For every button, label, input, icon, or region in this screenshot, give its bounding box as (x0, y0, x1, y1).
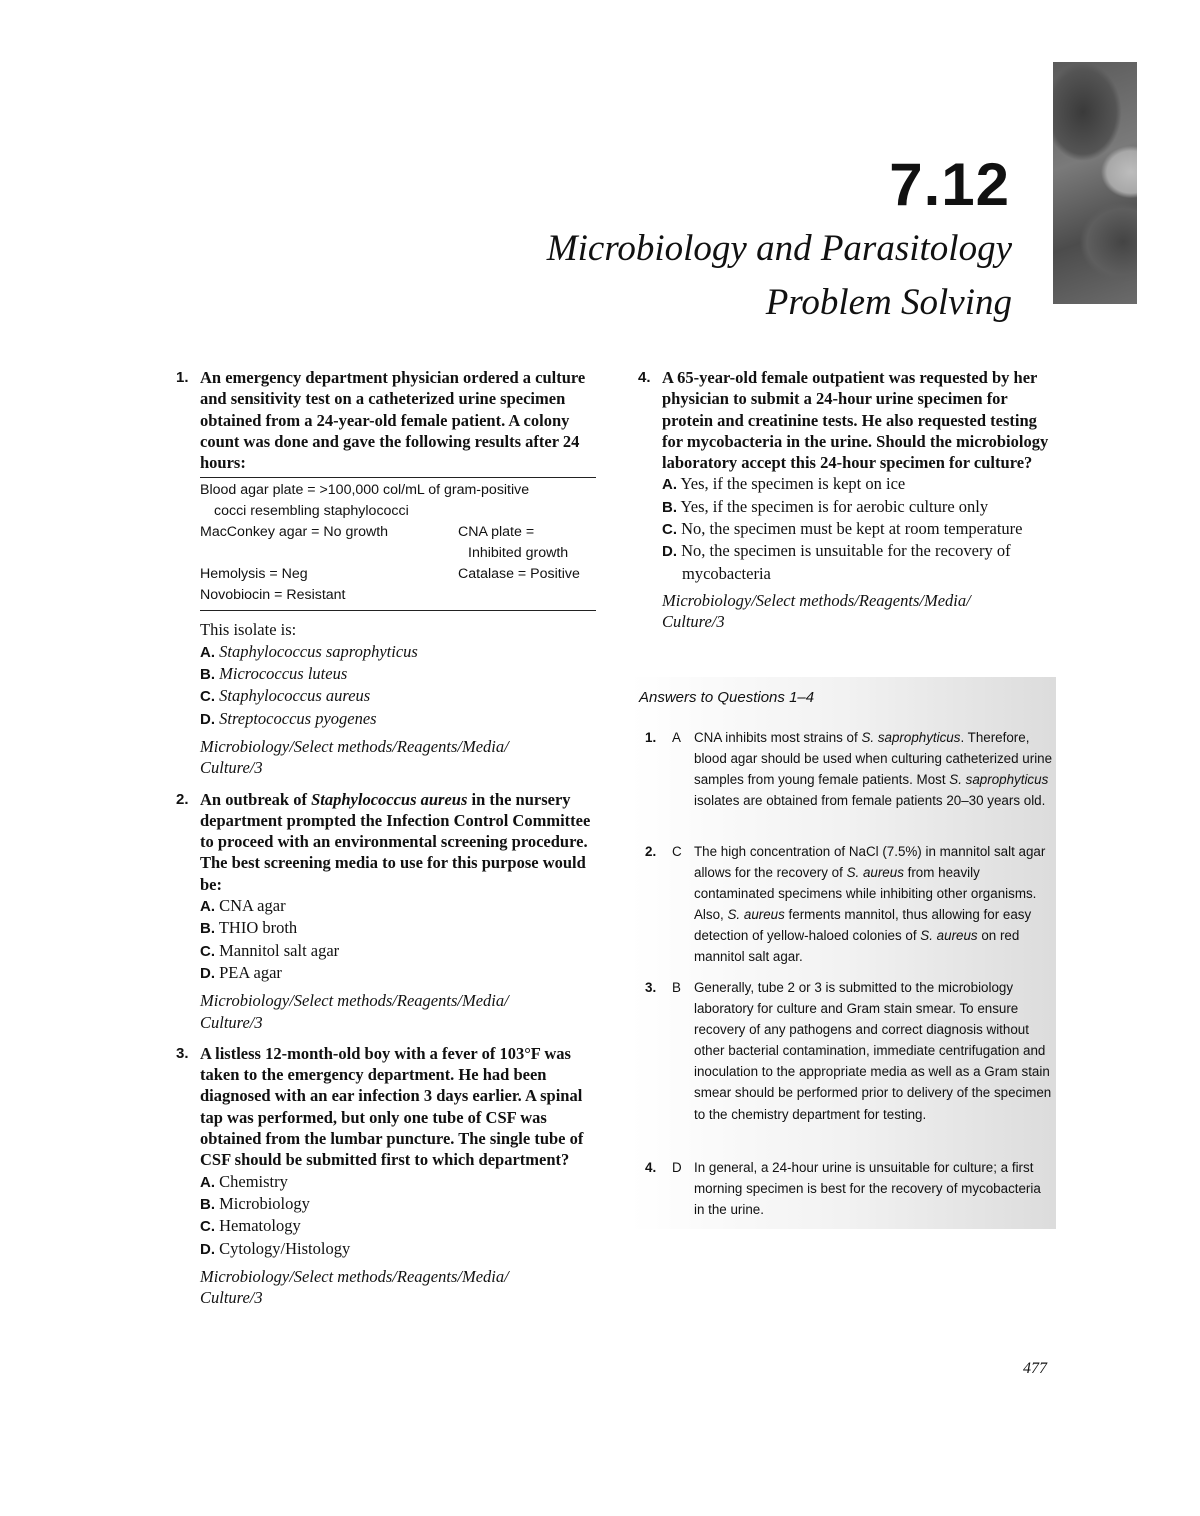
answer-number: 4. (645, 1160, 657, 1175)
answer-number: 2. (645, 844, 657, 859)
table-cell: Catalase = Positive (458, 566, 580, 583)
page-number: 477 (1023, 1360, 1047, 1377)
chapter-number: 7.12 (889, 151, 1010, 218)
answers-box (631, 677, 1056, 1229)
answer-option: A. Yes, if the specimen is kept on ice (662, 474, 906, 494)
table-cell: Novobiocin = Resistant (200, 587, 346, 604)
answer-letter: B (672, 980, 681, 995)
right-column (638, 367, 1058, 633)
answer-option: A. Chemistry (200, 1171, 288, 1191)
chapter-photo (1053, 62, 1137, 304)
question-2 (176, 789, 596, 1033)
question-lead: This isolate is: (200, 620, 297, 640)
answer-item-2 (645, 841, 1053, 968)
question-4 (638, 367, 1058, 633)
answer-option: D. Streptococcus pyogenes (200, 708, 377, 728)
answer-number: 1. (645, 730, 657, 745)
question-category: Microbiology/Select methods/Reagents/Media/ Culture/3 (200, 736, 509, 778)
results-table (200, 477, 596, 611)
table-cell: MacConkey agar = No growth (200, 524, 389, 541)
answer-option: C. Staphylococcus aureus (200, 686, 371, 706)
question-category: Microbiology/Select methods/Reagents/Media/ Culture/3 (662, 590, 971, 632)
table-cell: Blood agar plate = >100,000 col/mL of gram-positive (200, 482, 530, 499)
chapter-title (547, 222, 1012, 330)
question-category: Microbiology/Select methods/Reagents/Media/ Culture/3 (200, 1266, 509, 1308)
answer-option: B. Yes, if the specimen is for aerobic culture only (662, 496, 989, 516)
left-column (176, 367, 596, 1308)
question-stem: A 65-year-old female outpatient was requested by her physician to submit a 24-hour urine specimen for protein and creatinine tests. He also requested testing for mycobacteria in the urine. Should the microbiology laboratory accept this 24-hour specimen for culture? (662, 368, 1049, 473)
answer-option: C. No, the specimen must be kept at room temperature (662, 519, 1023, 539)
question-stem: An outbreak of Staphylococcus aureus in the nursery department prompted the Infection Control Committee to proceed with an environmental screening procedure. The best screening media to use for this purpose would be: (200, 789, 591, 894)
chapter-title-line1: Microbiology and Parasitology (546, 228, 1012, 269)
question-3 (176, 1043, 596, 1309)
answer-item-1 (645, 727, 1053, 811)
answer-option: A. CNA agar (200, 896, 286, 916)
question-number: 3. (176, 1044, 189, 1062)
answer-option: D. PEA agar (200, 962, 282, 982)
answer-text: The high concentration of NaCl (7.5%) in mannitol salt agar allows for the recovery of S. aureus from heavily contaminated specimens while inhibiting other organisms. Also, S. aureus ferments mannitol, thus allowing for easy detection of yellow-haloed colonies of S. aureus on red mannitol salt agar. (694, 844, 1046, 965)
table-cell: CNA plate = (458, 524, 535, 541)
table-cell: cocci resembling staphylococci (214, 503, 409, 520)
answer-option: B. Microbiology (200, 1193, 310, 1213)
answer-option: D. Cytology/Histology (200, 1238, 351, 1258)
question-number: 1. (176, 369, 189, 386)
answer-item-3 (645, 977, 1053, 1125)
answer-item-4 (645, 1157, 1053, 1220)
answer-option: B. Micrococcus luteus (200, 664, 348, 684)
table-cell: Hemolysis = Neg (200, 566, 308, 583)
answer-option: D. No, the specimen is unsuitable for the recovery of mycobacteria (662, 541, 1011, 583)
chapter-title-line2: Problem Solving (765, 282, 1012, 323)
answer-text: Generally, tube 2 or 3 is submitted to the microbiology laboratory for culture and Gram stain smear. To ensure recovery of any pathogens and correct diagnosis without other bacterial contamination, immediate centrifugation and inoculation to the appropriate media as well as a Gram stain smear should be performed prior to delivery of the specimen to the chemistry department for testing. (694, 980, 1052, 1122)
question-stem: An emergency department physician ordered a culture and sensitivity test on a catheterized urine specimen obtained from a 24-year-old female patient. A colony count was done and gave the following results after 24 hours: (200, 368, 586, 473)
answer-number: 3. (645, 980, 657, 995)
question-1 (176, 367, 596, 779)
question-number: 2. (176, 790, 189, 808)
answer-option: C. Hematology (200, 1216, 301, 1236)
answer-letter: D (672, 1160, 682, 1175)
question-category: Microbiology/Select methods/Reagents/Media/ Culture/3 (200, 991, 509, 1032)
answer-text: In general, a 24-hour urine is unsuitable for culture; a first morning specimen is best for the recovery of mycobacteria in the urine. (694, 1160, 1041, 1218)
question-number: 4. (638, 369, 651, 386)
answer-option: B. THIO broth (200, 918, 298, 938)
answer-text: CNA inhibits most strains of S. saprophyticus. Therefore, blood agar should be used when culturing catheterized urine samples from young female patients. Most S. saprophyticus isolates are obtained from female patients 20–30 years old. (694, 730, 1053, 809)
answer-option: C. Mannitol salt agar (200, 940, 340, 960)
answers-heading: Answers to Questions 1–4 (639, 689, 815, 706)
answer-option: A. Staphylococcus saprophyticus (200, 641, 418, 661)
answer-letter: C (672, 844, 682, 859)
table-cell: Inhibited growth (468, 545, 569, 562)
question-stem: A listless 12-month-old boy with a fever of 103°F was taken to the emergency department. He had been diagnosed with an ear infection 3 days earlier. A spinal tap was performed, but only one tube of CSF was obtained from the lumbar puncture. The single tube of CSF should be submitted first to which department? (200, 1043, 584, 1170)
answer-letter: A (672, 730, 681, 745)
